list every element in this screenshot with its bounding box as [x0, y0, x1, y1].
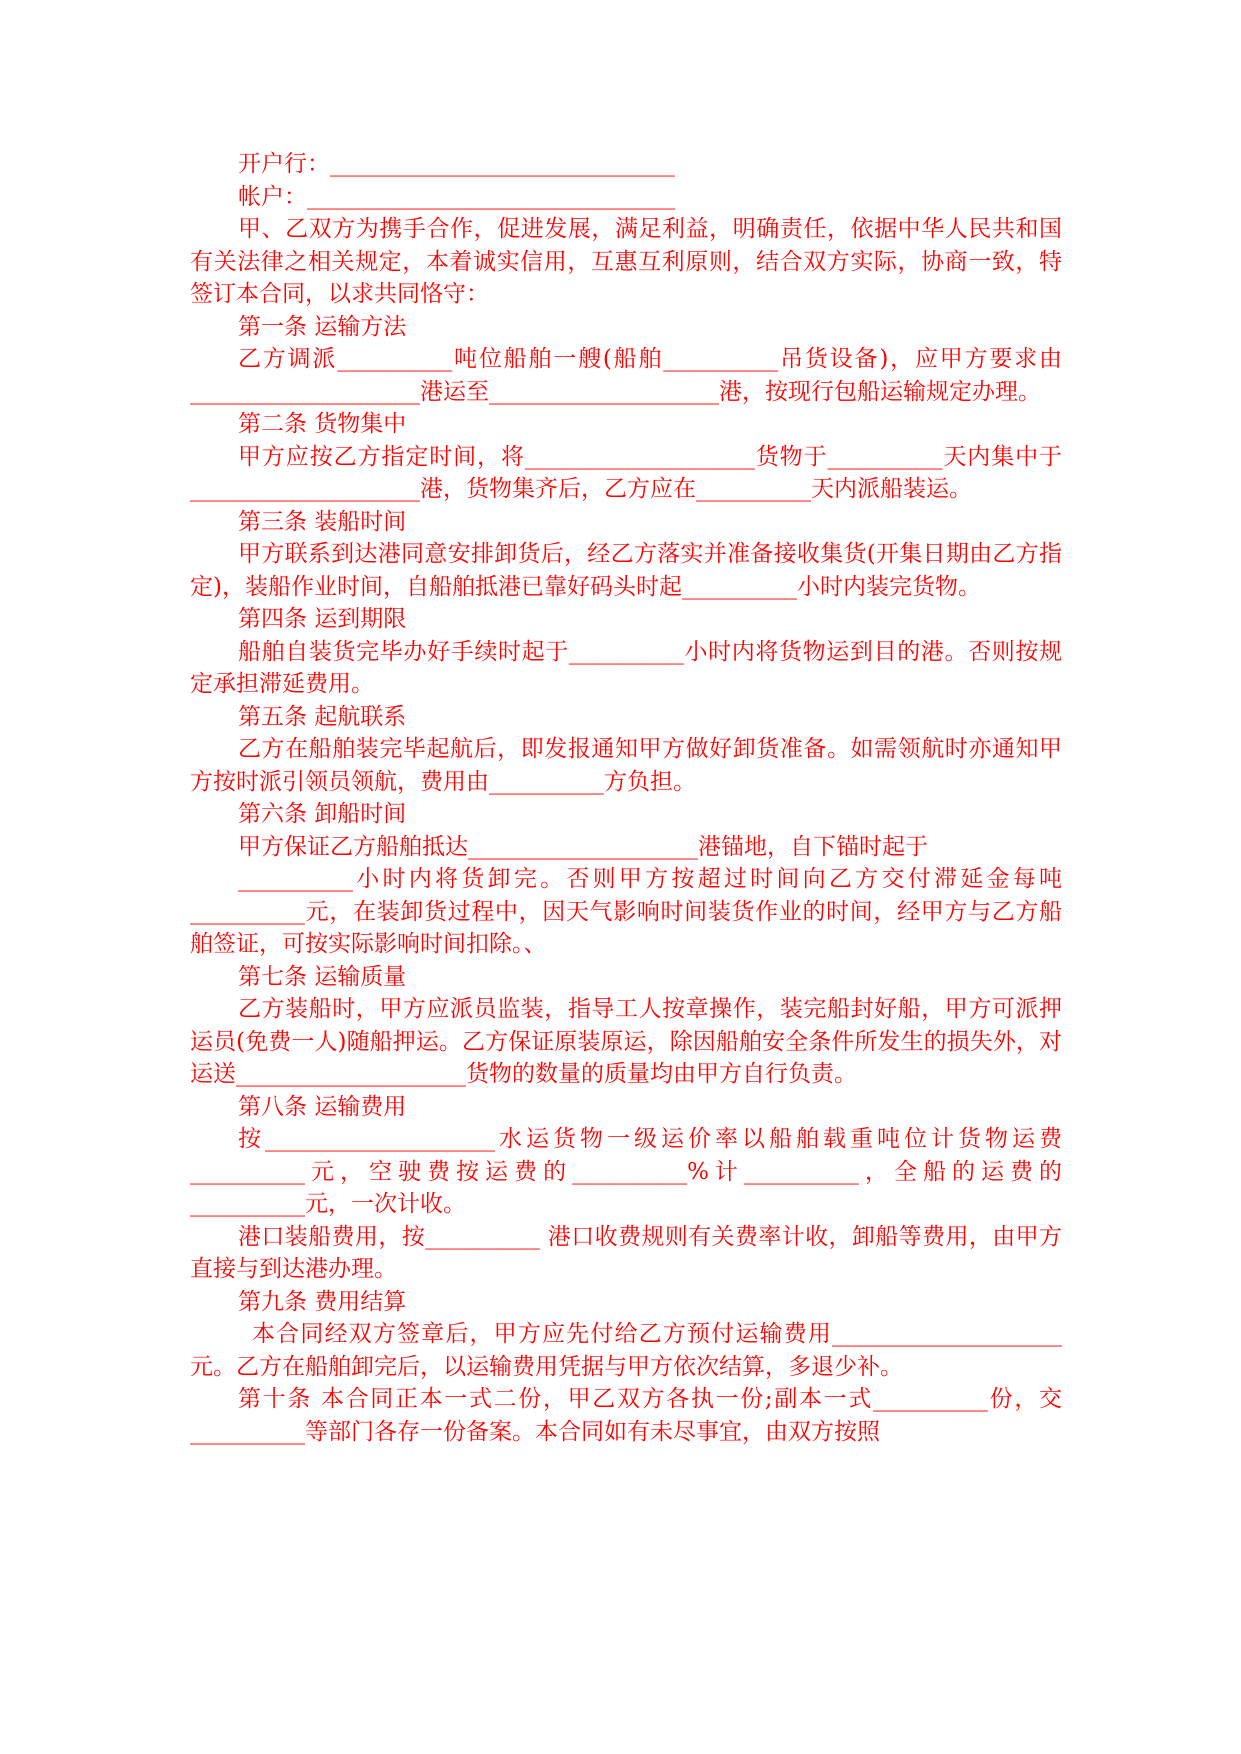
article-1-body: 乙方调派__________吨位船舶一艘(船舶__________吊货设备)，应甲方要求由____________________港运至____________________港，按现行包船运输规定办理。 [190, 346, 1062, 405]
contract-text [190, 148, 1062, 1448]
article-7-body: 乙方装船时，甲方应派员监装，指导工人按章操作，装完船封好船，甲方可派押运员(免费一人)随船押运。乙方保证原装原运，除因船舶安全条件所发生的损失外，对运送____________________货物的数量的质量均由甲方自行负责。 [190, 996, 1062, 1087]
article-4-heading: 第四条 运到期限 [238, 606, 407, 632]
article-8-heading: 第八条 运输费用 [238, 1093, 407, 1120]
preamble: 甲、乙双方为携手合作，促进发展，满足利益，明确责任，依据中华人民共和国有关法律之相关规定，本着诚实信用，互惠互利原则，结合双方实际，协商一致，特签订本合同，以求共同恪守： [190, 216, 1062, 307]
article-1-heading: 第一条 运输方法 [238, 313, 407, 340]
article-9-heading: 第九条 费用结算 [238, 1288, 407, 1315]
article-8-body: 按____________________水运货物一级运价率以船舶载重吨位计货物运费__________元，空驶费按运费的__________%计__________，全船的运费的__________元，一次计收。 [190, 1126, 1062, 1217]
article-6-body-line: 甲方保证乙方船舶抵达____________________港锚地，自下锚时起于 [238, 833, 928, 860]
article-2-heading: 第二条 货物集中 [238, 411, 407, 437]
article-10-body: 第十条 本合同正本一式二份，甲乙双方各执一份;副本一式__________份，交__________等部门各存一份备案。本合同如有未尽事宜，由双方按照 [190, 1386, 1062, 1445]
article-8-port-fees: 港口装船费用，按__________ 港口收费规则有关费率计收，卸船等费用，由甲方直接与到达港办理。 [190, 1223, 1062, 1282]
article-6-body: __________小时内将货卸完。否则甲方按超过时间向乙方交付滞延金每吨__________元，在装卸货过程中，因天气影响时间装货作业的时间，经甲方与乙方船舶签证，可按实际影响时间扣除。、 [190, 866, 1062, 957]
article-7-heading: 第七条 运输质量 [238, 963, 407, 990]
article-6-heading: 第六条 卸船时间 [238, 801, 407, 827]
article-3-body: 甲方联系到达港同意安排卸货后，经乙方落实并准备接收集货(开集日期由乙方指定)，装船作业时间，自船舶抵港已靠好码头时起__________小时内装完货物。 [190, 541, 1062, 600]
bank-field: 开户行：______________________________ [238, 151, 675, 177]
article-2-body: 甲方应按乙方指定时间，将____________________货物于__________天内集中于____________________港，货物集齐后，乙方应在__________天内派船装运。 [190, 443, 1062, 502]
article-5-body: 乙方在船舶装完毕起航后，即发报通知甲方做好卸货准备。如需领航时亦通知甲方按时派引领员领航，费用由__________方负担。 [190, 736, 1062, 795]
account-field: 帐户：________________________________ [238, 183, 675, 210]
article-3-heading: 第三条 装船时间 [238, 508, 407, 535]
article-9-body: 本合同经双方签章后，甲方应先付给乙方预付运输费用____________________元。乙方在船舶卸完后，以运输费用凭据与甲方依次结算，多退少补。 [190, 1321, 1062, 1380]
article-5-heading: 第五条 起航联系 [238, 703, 407, 730]
article-4-body: 船舶自装货完毕办好手续时起于__________小时内将货物运到目的港。否则按规定承担滞延费用。 [190, 638, 1062, 697]
